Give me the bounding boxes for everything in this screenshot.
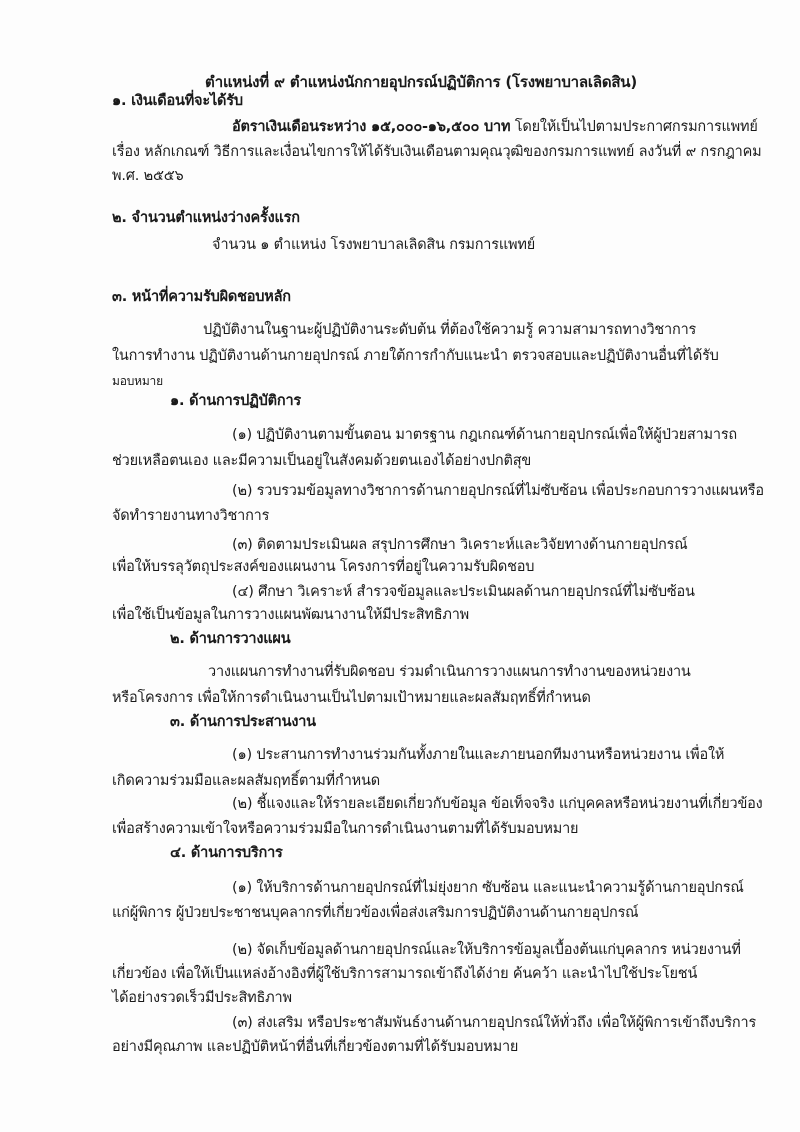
subsection-planning-heading: ๒. ด้านการวางแผน	[170, 631, 291, 647]
section-2-heading: ๒. จำนวนตำแหน่งว่างครั้งแรก	[112, 210, 300, 226]
salary-range: อัตราเงินเดือนระหว่าง ๑๕,๐๐๐-๑๖,๕๐๐ บาท	[232, 119, 511, 135]
document-title: ตำแหน่งที่ ๙ ตำแหน่งนักกายอุปกรณ์ปฏิบัติการ (โรงพยาบาลเลิดสิน)	[205, 73, 638, 91]
section-1-line-2: เรื่อง หลักเกณฑ์ วิธีการและเงื่อนไขการให้ได้รับเงินเดือนตามคุณวุฒิของกรมการแพทย์ ลงวันที่ ๙ กรกฎาคม	[112, 144, 762, 160]
subsection-service-heading: ๔. ด้านการบริการ	[170, 845, 283, 861]
operations-item-4-line-1: (๔) ศึกษา วิเคราะห์ สำรวจข้อมูลและประเมินผลด้านกายอุปกรณ์ที่ไม่ซับซ้อน	[232, 584, 695, 600]
service-item-2-line-2: เกี่ยวข้อง เพื่อให้เป็นแหล่งอ้างอิงที่ผู้ใช้บริการสามารถเข้าถึงได้ง่าย ค้นคว้า และนำไปใช้ประโยชน์	[112, 966, 698, 982]
section-3-line-1: ปฏิบัติงานในฐานะผู้ปฏิบัติงานระดับต้น ที่ต้องใช้ความรู้ ความสามารถทางวิชาการ	[203, 322, 697, 338]
section-1-heading: ๑. เงินเดือนที่จะได้รับ	[112, 93, 243, 109]
operations-item-4-line-2: เพื่อใช้เป็นข้อมูลในการวางแผนพัฒนางานให้มีประสิทธิภาพ	[112, 607, 470, 623]
section-3-heading: ๓. หน้าที่ความรับผิดชอบหลัก	[112, 289, 291, 305]
service-item-2-line-3: ได้อย่างรวดเร็วมีประสิทธิภาพ	[112, 990, 292, 1006]
subsection-coordination-heading: ๓. ด้านการประสานงาน	[170, 714, 316, 730]
operations-item-2-line-1: (๒) รวบรวมข้อมูลทางวิชาการด้านกายอุปกรณ์ที่ไม่ซับซ้อน เพื่อประกอบการวางแผนหรือ	[232, 483, 764, 499]
service-item-1-line-2: แก่ผู้พิการ ผู้ป่วยประชาชนบุคลากรที่เกี่ยวข้องเพื่อส่งเสริมการปฏิบัติงานด้านกายอุปกรณ์	[112, 905, 639, 921]
coordination-item-2-line-1: (๒) ชี้แจงและให้รายละเอียดเกี่ยวกับข้อมูล ข้อเท็จจริง แก่บุคคลหรือหน่วยงานที่เกี่ยวข้อง	[232, 796, 763, 812]
salary-rest: โดยให้เป็นไปตามประกาศกรมการแพทย์	[514, 119, 758, 135]
service-item-3-line-1: (๓) ส่งเสริม หรือประชาสัมพันธ์งานด้านกายอุปกรณ์ให้ทั่วถึง เพื่อให้ผู้พิการเข้าถึงบริการ	[232, 1015, 757, 1031]
operations-item-1-line-1: (๑) ปฏิบัติงานตามขั้นตอน มาตรฐาน กฎเกณฑ์ด้านกายอุปกรณ์เพื่อให้ผู้ป่วยสามารถ	[232, 427, 737, 443]
service-item-1-line-1: (๑) ให้บริการด้านกายอุปกรณ์ที่ไม่ยุ่งยาก ซับซ้อน และแนะนำความรู้ด้านกายอุปกรณ์	[232, 880, 744, 896]
planning-line-1: วางแผนการทำงานที่รับผิดชอบ ร่วมดำเนินการวางแผนการทำงานของหน่วยงาน	[208, 664, 691, 680]
operations-item-1-line-2: ช่วยเหลือตนเอง และมีความเป็นอยู่ในสังคมด้วยตนเองได้อย่างปกติสุข	[112, 453, 532, 469]
operations-item-3-line-1: (๓) ติดตามประเมินผล สรุปการศึกษา วิเคราะห์และวิจัยทางด้านกายอุปกรณ์	[232, 537, 688, 553]
service-item-2-line-1: (๒) จัดเก็บข้อมูลด้านกายอุปกรณ์และให้บริการข้อมูลเบื้องต้นแก่บุคลากร หน่วยงานที่	[232, 942, 741, 958]
service-item-3-line-2: อย่างมีคุณภาพ และปฏิบัติหน้าที่อื่นที่เกี่ยวข้องตามที่ได้รับมอบหมาย	[112, 1039, 519, 1055]
section-3-line-3: มอบหมาย	[112, 374, 163, 388]
operations-item-2-line-2: จัดทำรายงานทางวิชาการ	[112, 508, 270, 524]
coordination-item-2-line-2: เพื่อสร้างความเข้าใจหรือความร่วมมือในการดำเนินงานตามที่ได้รับมอบหมาย	[112, 821, 579, 837]
planning-line-2: หรือโครงการ เพื่อให้การดำเนินงานเป็นไปตามเป้าหมายและผลสัมฤทธิ์ที่กำหนด	[112, 690, 591, 706]
section-3-line-2: ในการทำงาน ปฏิบัติงานด้านกายอุปกรณ์ ภายใต้การกำกับแนะนำ ตรวจสอบและปฏิบัติงานอื่นที่ได้รับ	[112, 348, 719, 364]
subsection-operations-heading: ๑. ด้านการปฏิบัติการ	[170, 393, 302, 409]
coordination-item-1-line-2: เกิดความร่วมมือและผลสัมฤทธิ์ตามที่กำหนด	[112, 773, 380, 789]
section-1-salary-line	[232, 117, 758, 137]
section-2-line-1: จำนวน ๑ ตำแหน่ง โรงพยาบาลเลิดสิน กรมการแพทย์	[212, 237, 535, 253]
coordination-item-1-line-1: (๑) ประสานการทำงานร่วมกันทั้งภายในและภายนอกทีมงานหรือหน่วยงาน เพื่อให้	[232, 747, 725, 763]
operations-item-3-line-2: เพื่อให้บรรลุวัตถุประสงค์ของแผนงาน โครงการที่อยู่ในความรับผิดชอบ	[112, 559, 535, 575]
section-1-line-3: พ.ศ. ๒๕๕๖	[112, 168, 184, 184]
